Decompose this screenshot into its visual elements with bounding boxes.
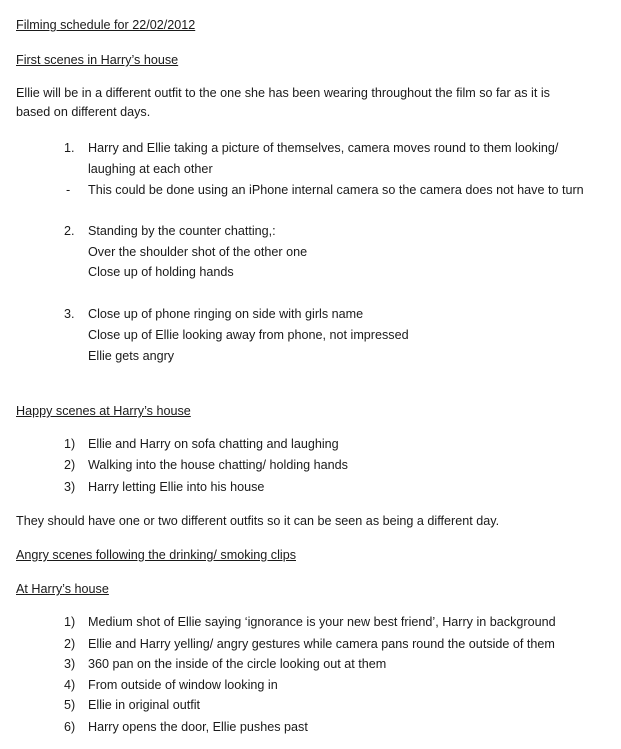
list-marker: 1) [64,437,76,451]
intro-text-line: Ellie will be in a different outfit to the one she has been wearing throughout the film so far as it is [16,86,550,100]
list-marker: 5) [64,698,76,712]
list-item-text: Ellie and Harry on sofa chatting and laughing [88,437,339,451]
section-heading-angry-scenes: Angry scenes following the drinking/ smoking clips [16,548,296,562]
list-item-text: Medium shot of Ellie saying ‘ignorance is your new best friend’, Harry in background [88,615,556,629]
section-heading-happy-scenes: Happy scenes at Harry’s house [16,404,191,418]
list-item-text: Ellie in original outfit [88,698,201,712]
list-marker: 3. [64,307,75,321]
list-marker: 1. [64,141,75,155]
list-item-text: 360 pan on the inside of the circle looking out at them [88,657,387,671]
dash-bullet: - [66,183,71,197]
list-marker: 2) [64,637,76,651]
intro-text-line: based on different days. [16,105,151,119]
section-heading-first-scenes: First scenes in Harry’s house [16,53,179,67]
list-marker: 3) [64,480,76,494]
list-item-text: Over the shoulder shot of the other one [88,245,308,259]
list-item-text: From outside of window looking in [88,678,278,692]
list-marker: 1) [64,615,76,629]
note-text: They should have one or two different outfits so it can be seen as being a different day. [16,514,500,528]
list-item-text: This could be done using an iPhone internal camera so the camera does not have to turn [88,183,584,197]
list-marker: 4) [64,678,76,692]
list-marker: 2. [64,224,75,238]
list-item-text: Close up of phone ringing on side with girls name [88,307,364,321]
list-item-text: Close up of holding hands [88,265,234,279]
list-item-text: Ellie gets angry [88,349,175,363]
list-item-text: Walking into the house chatting/ holding hands [88,458,348,472]
list-item-text: Harry letting Ellie into his house [88,480,265,494]
document-title: Filming schedule for 22/02/2012 [16,18,196,32]
list-marker: 3) [64,657,76,671]
list-marker: 6) [64,720,76,734]
list-item-text: Harry and Ellie taking a picture of themselves, camera moves round to them looking/ [88,141,559,155]
list-marker: 2) [64,458,76,472]
list-item-text: laughing at each other [88,162,213,176]
subheading-at-harrys-house: At Harry’s house [16,582,109,596]
list-item-text: Ellie and Harry yelling/ angry gestures while camera pans round the outside of them [88,637,555,651]
list-item-text: Standing by the counter chatting,: [88,224,276,238]
list-item-text: Close up of Ellie looking away from phone, not impressed [88,328,409,342]
list-item-text: Harry opens the door, Ellie pushes past [88,720,308,734]
